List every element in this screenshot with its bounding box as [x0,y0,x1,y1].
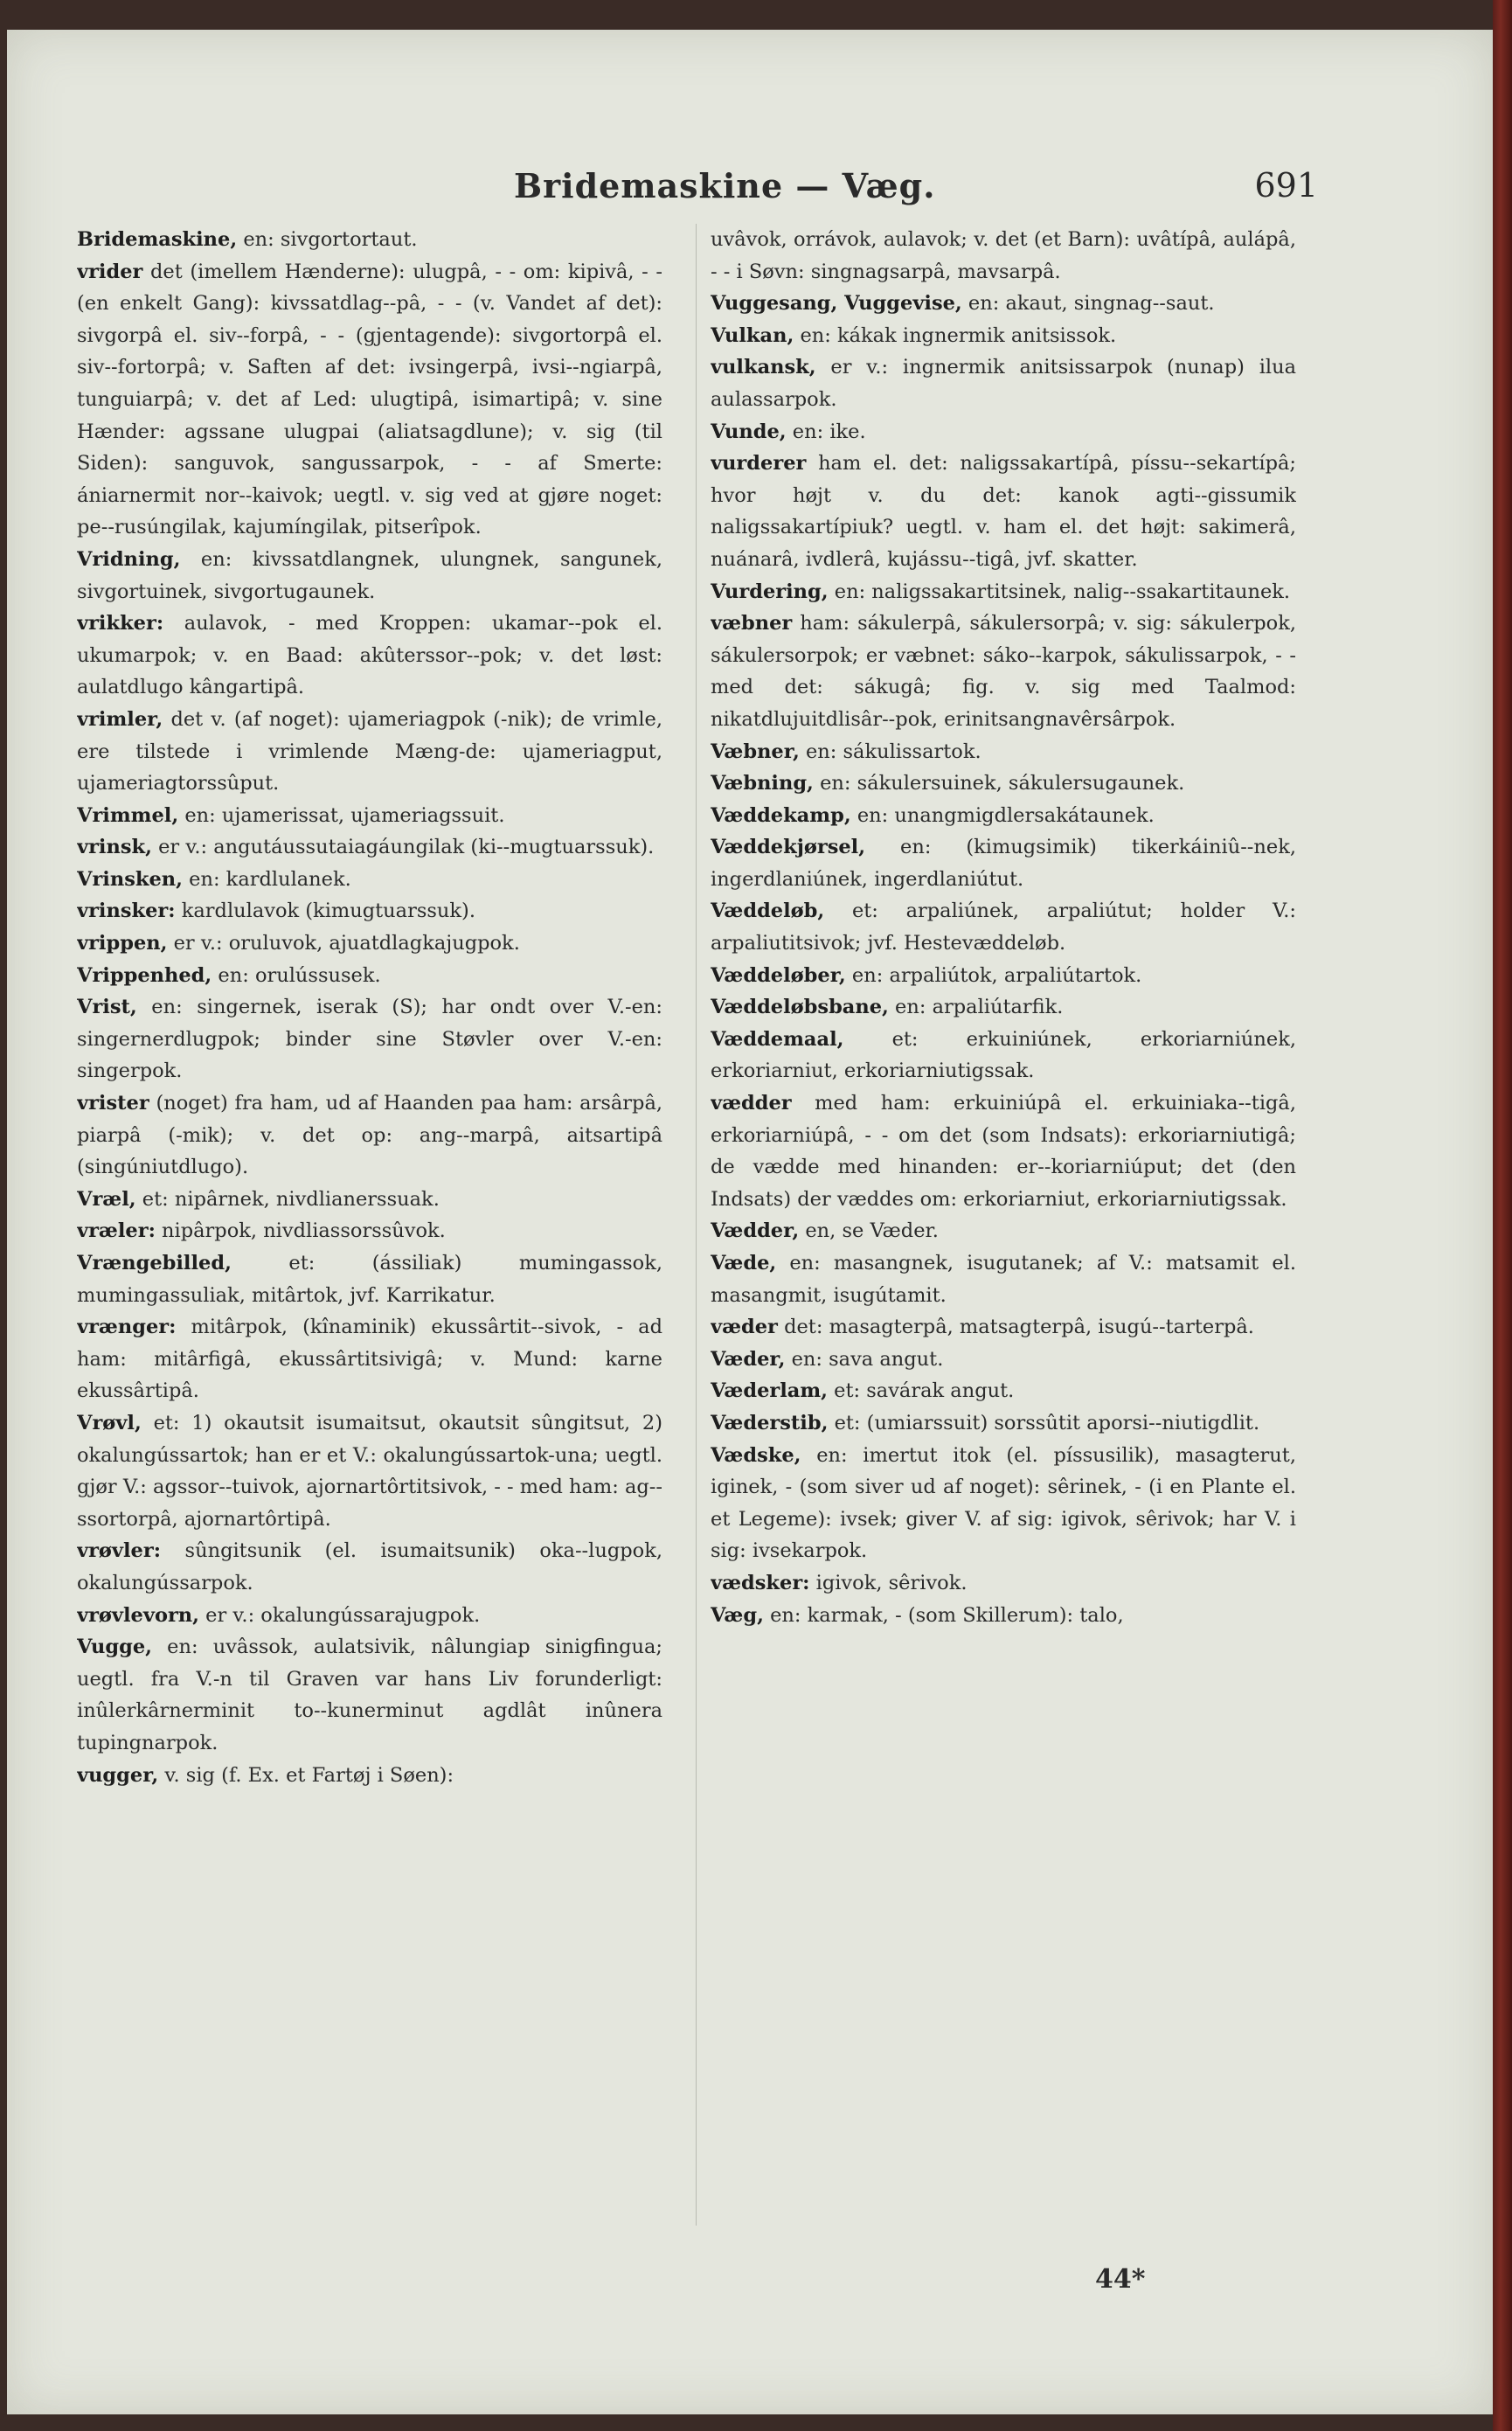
entry-headword: Væbning, [711,772,814,795]
entry-headword: vædsker: [711,1571,810,1594]
dictionary-entry [711,1311,1296,1344]
dictionary-entry [77,864,662,896]
entry-definition: en: kákak ingnermik anitsissok. [800,323,1117,347]
entry-headword: vrøvler: [77,1539,162,1563]
dictionary-entry [711,991,1296,1024]
entry-headword: Bridemaskine, [77,228,238,251]
entry-headword: væder [711,1316,778,1339]
dictionary-entry [711,1247,1296,1311]
entry-headword: vrider [77,260,143,283]
entry-headword: Vrængebilled, [77,1252,232,1275]
entry-headword: Vurdering, [711,580,829,603]
entry-headword: vrøvlevorn, [77,1603,199,1627]
entry-headword: Væddeløber, [711,963,846,987]
entry-definition: en: sákulersuinek, sákulersugaunek. [820,772,1185,795]
entry-definition: en: arpaliútarfik. [895,996,1064,1019]
dictionary-entry [711,1024,1296,1087]
entry-definition: en: orulússusek. [218,963,381,987]
dictionary-entry [711,1440,1296,1567]
entry-definition: er v.: oruluvok, ajuatdlagkajugpok. [173,932,520,955]
dictionary-entry [711,351,1296,415]
entry-definition: er v.: ingnermik anitsissarpok (nunap) ilua aulassarpok. [711,356,1296,411]
dictionary-entry [77,927,662,960]
entry-definition: ham: sákulerpâ, sákulersorpâ; v. sig: sákulerpok, sákulersorpok; er væbnet: sáko--karpok, sákulissarpok, - - med det: sákugâ; fig. v. sig med Taalmod: nikatdlujuitdlisâr--pok, erinitsangnavêrsârpok. [711,612,1296,731]
entry-definition: en: ike. [792,420,866,443]
dictionary-entry [711,448,1296,575]
entry-headword: vrippen, [77,932,168,955]
entry-definition: en: sivgortortaut. [243,228,418,251]
dictionary-entry [77,800,662,832]
dictionary-entry [77,224,662,256]
entry-definition: et: (ássiliak) mumingassok, mumingassuliak, mitârtok, jvf. Karrikatur. [77,1252,662,1307]
entry-headword: vræler: [77,1219,156,1243]
dictionary-entry [77,1087,662,1184]
entry-headword: Væg, [711,1603,764,1627]
dictionary-entry [77,831,662,864]
entry-headword: vrænger: [77,1316,177,1339]
running-header [77,161,1318,213]
entry-headword: Væder, [711,1347,786,1371]
dictionary-entry [711,831,1296,895]
entry-definition: et: erkuiniúnek, erkoriarniúnek, erkoriarniut, erkoriarniutigssak. [711,1027,1296,1083]
dictionary-entry [77,544,662,608]
entry-headword: vugger, [77,1763,159,1787]
signature-mark: 44* [1095,2264,1146,2295]
entry-definition: en: unangmigdlersakátaunek. [857,803,1155,827]
entry-definition: er v.: okalungússarajugpok. [205,1603,481,1627]
entry-headword: Vædder, [711,1219,800,1243]
entry-definition: sûngitsunik (el. isumaitsunik) oka--lugpok, okalungússarpok. [77,1539,662,1594]
entry-definition: er v.: angutáussutaiagáungilak (ki--mugtuarssuk). [158,836,655,859]
dictionary-entry [77,1407,662,1535]
dictionary-entry [77,1247,662,1311]
entry-definition: v. sig (f. Ex. et Fartøj i Søen): [164,1763,454,1787]
dictionary-entry [77,1311,662,1407]
entry-headword: Væderstib, [711,1411,829,1434]
dictionary-entry [77,895,662,927]
dictionary-entry [711,288,1296,320]
dictionary-entry [711,736,1296,768]
dictionary-entry [77,1184,662,1216]
entry-definition: en: arpaliútok, arpaliútartok. [851,963,1142,987]
right-column [711,224,1296,2304]
dictionary-entry [711,1215,1296,1247]
dictionary-entry [711,895,1296,959]
dictionary-entry [77,256,662,544]
dictionary-entry [711,1087,1296,1215]
entry-definition: en: karmak, - (som Skillerum): talo, [770,1603,1124,1627]
entry-definition: kardlulavok (kimugtuarssuk). [181,899,475,923]
dictionary-entry [711,1567,1296,1600]
entry-headword: Væddekamp, [711,803,851,827]
dictionary-entry [711,224,1296,288]
entry-headword: vrikker: [77,612,164,636]
entry-definition: en: imertut itok (el. píssusilik), masagterut, iginek, - (som siver ud af noget): sêrinek, - (i en Plante el. et Legeme): ivsek; giver V. af sig: igivok, sêrivok; har V. i sig: ivsekarpok. [711,1443,1296,1563]
entry-headword: Væddeløbsbane, [711,996,889,1019]
entry-headword: Vrøvl, [77,1411,142,1434]
entry-definition: en: ujamerissat, ujameriagssuit. [184,803,505,827]
dictionary-entry [711,1344,1296,1376]
page-number: 691 [1254,166,1318,205]
entry-headword: Vrist, [77,996,137,1019]
entry-definition: (noget) fra ham, ud af Haanden paa ham: arsârpâ, piarpâ (-mik); v. det op: ang--marpâ, aitsartipâ (singúniutdlugo). [77,1092,662,1179]
dictionary-entry [711,1407,1296,1440]
entry-definition: det v. (af noget): ujameriagpok (-nik); de vrimle, ere tilstede i vrimlende Mæng-de: ujameriagput, ujameriagtorssûput. [77,707,662,795]
dictionary-entry [77,1600,662,1632]
entry-headword: vurderer [711,452,807,476]
column-divider [696,224,697,2226]
entry-definition: igivok, sêrivok. [815,1571,968,1594]
entry-definition: et: (umiarssuit) sorssûtit aporsi--niutigdlit. [834,1411,1260,1434]
entry-headword: Væddekjørsel, [711,836,866,859]
entry-definition: en: masangnek, isugutanek; af V.: matsamit el. masangmit, isugútamit. [711,1252,1296,1307]
entry-definition: en: kivssatdlangnek, ulungnek, sangunek, sivgortuinek, sivgortugaunek. [77,547,662,603]
dictionary-entry [711,608,1296,735]
dictionary-entry [77,1760,662,1792]
entry-definition: en, se Væder. [805,1219,939,1243]
entry-definition: en: uvâssok, aulatsivik, nâlungiap sinigfingua; uegtl. fra V.-n til Graven var hans Liv forunderligt: inûlerkârnerminit to--kunerminut agdlât inûnera tupingnarpok. [77,1636,662,1754]
entry-definition: en: akaut, singnag--saut. [968,292,1215,316]
dictionary-entry [711,960,1296,992]
dictionary-entry [711,416,1296,448]
entry-definition: med ham: erkuiniúpâ el. erkuiniaka--tigâ, erkoriarniúpâ, - - om det (som Indsats): erkoriarniutigâ; de vædde med hinanden: er--koriarniúput; det (den Indsats) der væddes om: erkoriarniut, erkoriarniutigssak. [711,1092,1296,1211]
dictionary-entry [77,704,662,800]
entry-definition: en: sákulissartok. [805,740,981,763]
entry-definition: nipârpok, nivdliassorssûvok. [162,1219,446,1243]
entry-headword: vrister [77,1092,149,1115]
running-head-title: Bridemaskine — Væg. [514,166,936,205]
dictionary-entry [77,608,662,704]
entry-headword: Væderlam, [711,1379,829,1403]
entry-headword: Vrippenhed, [77,963,212,987]
entry-headword: Væddeløb, [711,899,825,923]
entry-headword: vædder [711,1092,792,1115]
entry-definition: en: singernek, iserak (S); har ondt over V.-en: singernerdlugpok; binder sine Støvler over V.-en: singerpok. [77,996,662,1083]
entry-headword: Væbner, [711,740,800,763]
left-column [77,224,662,2304]
entry-definition: et: nipârnek, nivdlianerssuak. [142,1187,440,1211]
entry-definition: en: naligssakartitsinek, nalig--ssakartitaunek. [834,580,1291,603]
dictionary-entry [711,320,1296,352]
entry-headword: Vuggesang, Vuggevise, [711,292,962,316]
entry-definition: uvâvok, orrávok, aulavok; v. det (et Barn): uvâtípâ, aulápâ, - - i Søvn: singnagsarpâ, mavsarpâ. [711,228,1296,283]
entry-headword: Vræl, [77,1187,136,1211]
entry-headword: Vrinsken, [77,867,183,891]
dictionary-entry [711,1375,1296,1407]
entry-headword: vulkansk, [711,356,816,379]
book-spine-edge [1493,0,1512,2431]
dictionary-entry [77,1631,662,1759]
dictionary-entry [77,1215,662,1247]
entry-headword: Vugge, [77,1636,152,1659]
entry-headword: Væddemaal, [711,1027,844,1051]
entry-headword: væbner [711,612,793,636]
entry-definition: det: masagterpâ, matsagterpâ, isugú--tarterpâ. [784,1316,1254,1339]
entry-definition: et: arpaliúnek, arpaliútut; holder V.: arpaliutitsivok; jvf. Hestevæddeløb. [711,899,1296,955]
entry-definition: mitârpok, (kînaminik) ekussârtit--sivok, - ad ham: mitârfigâ, ekussârtitsivigâ; v. Mund: karne ekussârtipâ. [77,1316,662,1403]
entry-headword: Vrimmel, [77,803,179,827]
entry-definition: aulavok, - med Kroppen: ukamar--pok el. ukumarpok; v. en Baad: akûterssor--pok; v. det løst: aulatdlugo kângartipâ. [77,612,662,699]
entry-headword: Vunde, [711,420,787,443]
entry-definition: en: (kimugsimik) tikerkáiniû--nek, ingerdlaniúnek, ingerdlaniútut. [711,836,1296,891]
dictionary-entry [711,768,1296,800]
dictionary-entry [711,1600,1296,1632]
entry-definition: en: kardlulanek. [189,867,351,891]
entry-headword: vrinsk, [77,836,152,859]
entry-headword: Vædske, [711,1443,801,1467]
entry-definition: et: 1) okautsit isumaitsut, okautsit sûngitsut, 2) okalungússartok; han er et V.: okalungússartok-una; uegtl. gjør V.: agssor--tuivok, ajornartôrtitsivok, - - med ham: ag--ssortorpâ, ajornartôrtipâ. [77,1411,662,1531]
entry-headword: Væde, [711,1252,777,1275]
entry-definition: det (imellem Hænderne): ulugpâ, - - om: kipivâ, - - (en enkelt Gang): kivssatdlag--pâ, - - (v. Vandet af det): sivgorpâ el. siv--forpâ, - - (gjentagende): sivgortorpâ el. siv--fortorpâ; v. Saften af det: ivsingerpâ, ivsi--ngiarpâ, tunguiarpâ; v. det af Led: ulugtipâ, isimartipâ; v. sine Hænder: agssane ulugpai (aliatsagdlune); v. sig (til Siden): sanguvok, sangussarpok, - - af Smerte: ániarnermit nor--kaivok; uegtl. v. sig ved at gjøre noget: pe--rusúngilak, kajumíngilak, pitserîpok. [77,260,662,539]
dictionary-entry [77,991,662,1087]
entry-headword: vrimler, [77,707,163,731]
dictionary-entry [77,960,662,992]
dictionary-entry [711,800,1296,832]
dictionary-entry [77,1535,662,1599]
entry-definition: et: savárak angut. [834,1379,1015,1403]
dictionary-entry [711,576,1296,608]
entry-definition: ham el. det: naligssakartípâ, píssu--sekartípâ; hvor højt v. du det: kanok agti--gissumik naligssakartípiuk? uegtl. v. ham el. det højt: sakimerâ, nuánarâ, ivdlerâ, kujássu--tigâ, jvf. skatter. [711,452,1296,571]
dictionary-page [7,30,1493,2414]
entry-headword: Vridning, [77,547,181,571]
entry-headword: vrinsker: [77,899,176,923]
entry-definition: en: sava angut. [791,1347,944,1371]
entry-headword: Vulkan, [711,323,794,347]
